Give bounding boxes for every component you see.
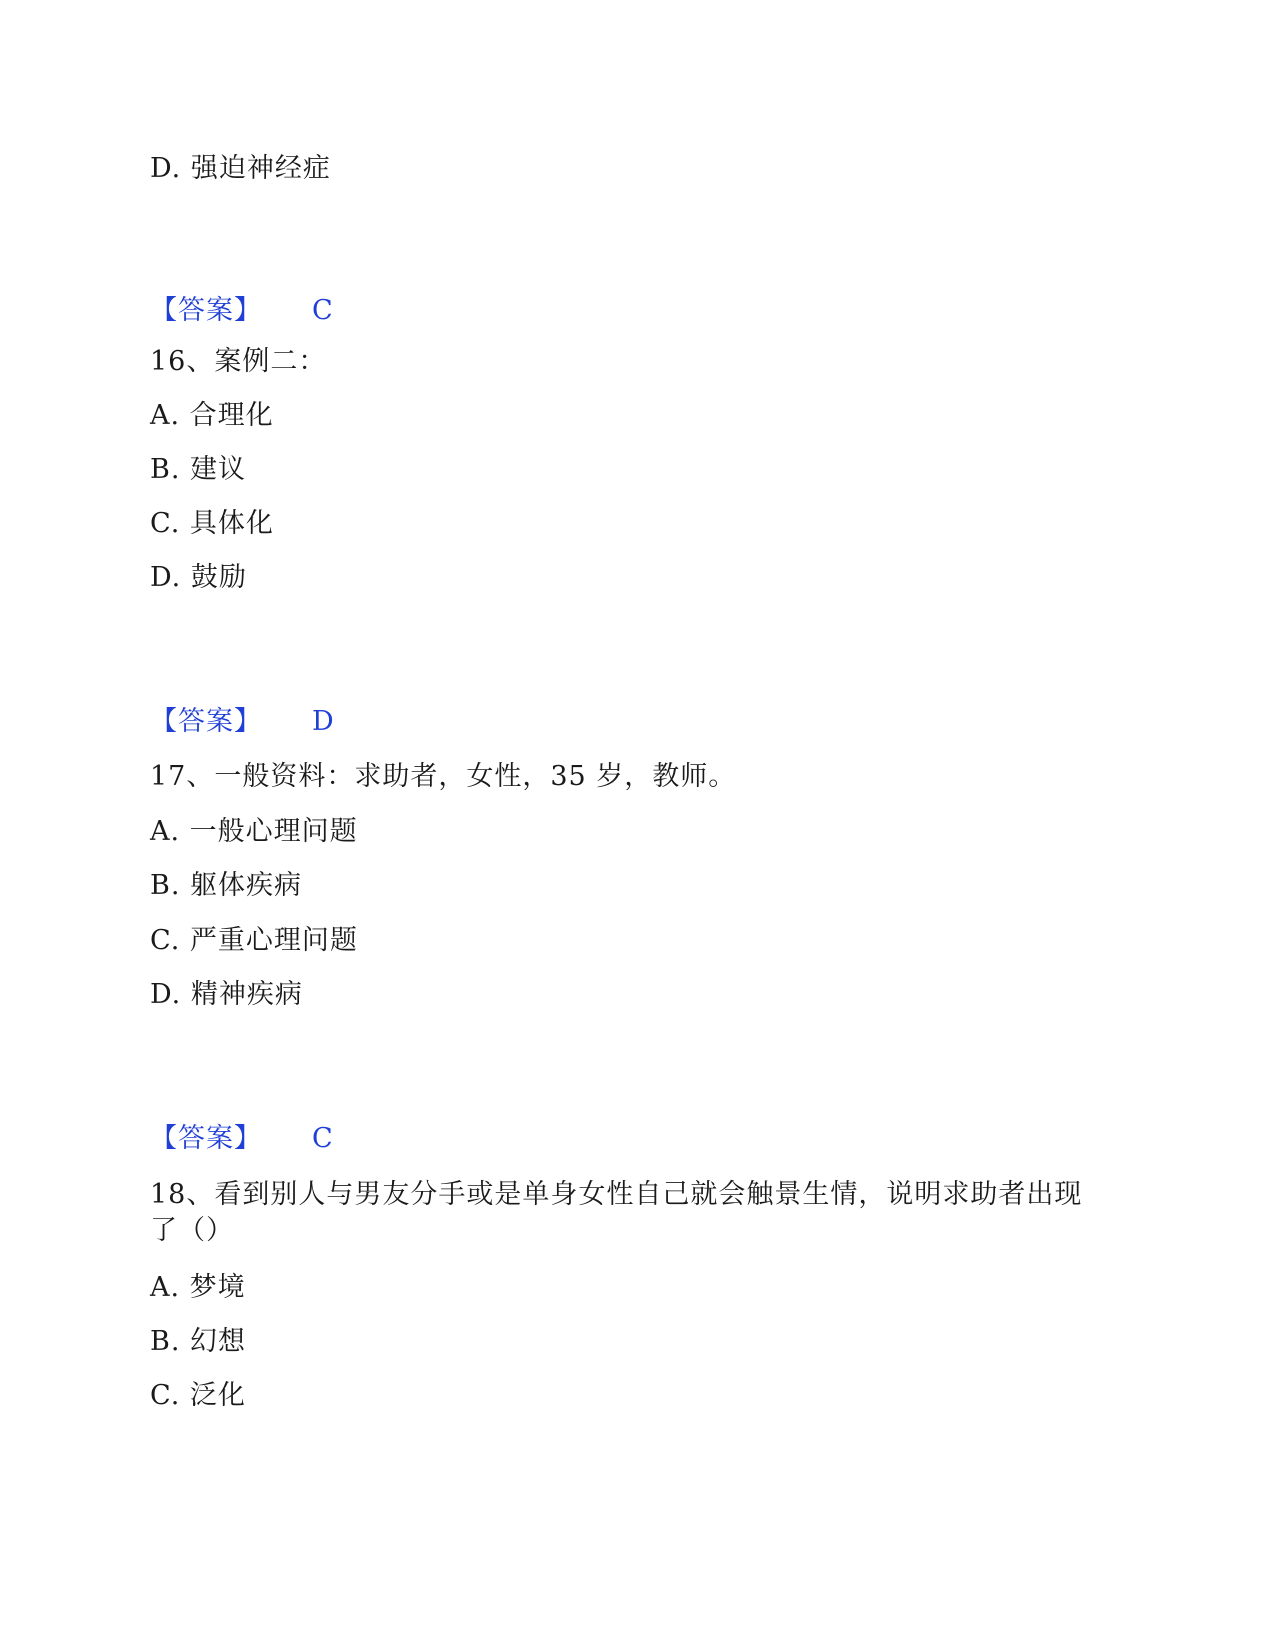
q16-option-a: A. 合理化 — [150, 400, 274, 431]
answer-value: C — [312, 1123, 334, 1154]
q17-option-d: D. 精神疾病 — [150, 979, 303, 1010]
q18-question-line2: 了（） — [150, 1215, 234, 1246]
q17-option-b: B. 躯体疾病 — [150, 870, 303, 901]
answer-label: 【答案】 — [150, 706, 262, 737]
q18-question-line1: 18、看到别人与男友分手或是单身女性自己就会触景生情，说明求助者出现 — [150, 1179, 1083, 1210]
q17-option-c: C. 严重心理问题 — [150, 925, 358, 956]
q16-question: 16、案例二： — [150, 346, 327, 377]
q16-answer — [150, 703, 335, 741]
q17-question: 17、一般资料：求助者，女性，35 岁，教师。 — [150, 761, 737, 792]
q18-option-b: B. 幻想 — [150, 1326, 247, 1357]
q15-option-d: D. 强迫神经症 — [150, 153, 331, 184]
q18-option-a: A. 梦境 — [150, 1272, 246, 1303]
q17-option-a: A. 一般心理问题 — [150, 816, 358, 847]
q16-option-d: D. 鼓励 — [150, 562, 247, 593]
q16-option-b: B. 建议 — [150, 454, 247, 485]
answer-value: D — [312, 706, 335, 737]
q17-answer — [150, 1120, 334, 1158]
answer-value: C — [312, 295, 334, 326]
answer-label: 【答案】 — [150, 295, 262, 326]
q18-option-c: C. 泛化 — [150, 1380, 246, 1411]
answer-label: 【答案】 — [150, 1123, 262, 1154]
q16-option-c: C. 具体化 — [150, 508, 274, 539]
q15-answer — [150, 292, 334, 330]
